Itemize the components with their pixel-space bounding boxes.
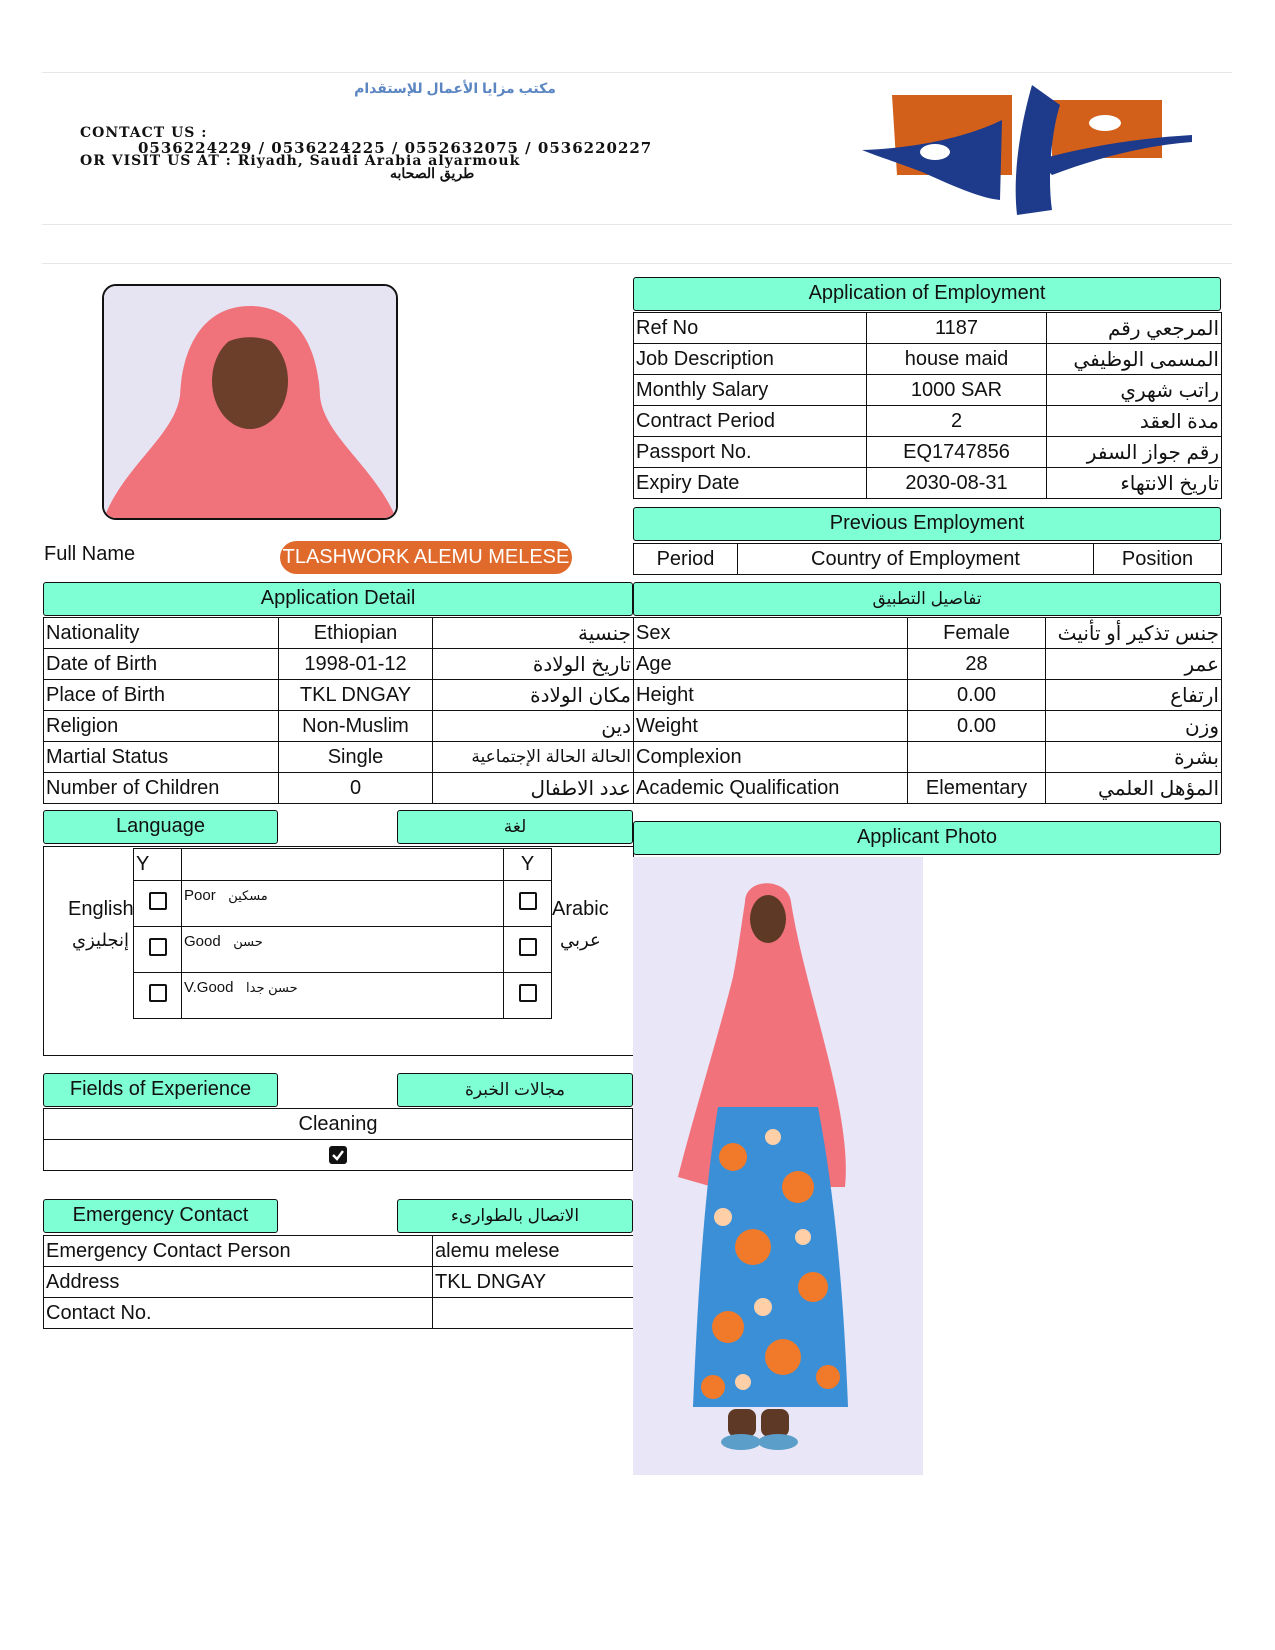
arabic-label: Arabic: [552, 898, 609, 920]
cell-value: EQ1747856: [867, 437, 1047, 468]
cell-arabic: جنس تذكير أو تأنيث: [1046, 618, 1222, 649]
table-row: [44, 1267, 634, 1298]
table-row: [44, 618, 634, 649]
table-row: [634, 437, 1222, 468]
cell-value: 2030-08-31: [867, 468, 1047, 499]
cell-label: Expiry Date: [634, 468, 867, 499]
section-rule: [42, 263, 1232, 264]
emergency-title: Emergency Contact: [43, 1199, 278, 1233]
cell-label: Contract Period: [634, 406, 867, 437]
experience-title-arabic: مجالات الخبرة: [397, 1073, 633, 1107]
cell-arabic: ارتفاع: [1046, 680, 1222, 711]
table-row: [634, 375, 1222, 406]
contact-phones: 0536224229 / 0536224225 / 0552632075 / 0536220227: [138, 139, 653, 157]
cell-arabic: مدة العقد: [1047, 406, 1222, 437]
full-name-value: TLASHWORK ALEMU MELESE: [280, 541, 572, 574]
table-row: [44, 649, 634, 680]
visit-address: OR VISIT US AT : Riyadh, Saudi Arabia alyarmouk: [80, 153, 521, 169]
application-detail-title-arabic: تفاصيل التطبيق: [633, 582, 1221, 616]
table-row: [44, 680, 634, 711]
experience-title: Fields of Experience: [43, 1073, 278, 1107]
language-header-blank: [182, 849, 504, 881]
arabic-good-checkbox[interactable]: [519, 938, 537, 956]
applicant-full-photo: [633, 857, 923, 1475]
table-row: [44, 1109, 633, 1140]
cell-arabic: الحالة الحالة الإجتماعية: [433, 742, 634, 773]
language-row-poor: [134, 881, 552, 927]
english-poor-checkbox[interactable]: [149, 892, 167, 910]
cell-arabic: المؤهل العلمي: [1046, 773, 1222, 804]
column-header-country: Country of Employment: [738, 544, 1094, 575]
cell-value: Elementary: [908, 773, 1046, 804]
table-row: [634, 406, 1222, 437]
cell-label: Age: [634, 649, 908, 680]
application-title: Application of Employment: [633, 277, 1221, 311]
english-y-header: Y: [134, 849, 182, 881]
cleaning-checkbox-checked-icon[interactable]: [329, 1146, 347, 1164]
english-good-checkbox[interactable]: [149, 938, 167, 956]
cell-label: Monthly Salary: [634, 375, 867, 406]
cell-value: TKL DNGAY: [279, 680, 433, 711]
table-row: [634, 313, 1222, 344]
cell-label: Contact No.: [44, 1298, 433, 1329]
level-cell: [182, 881, 504, 927]
experience-check-cell: [44, 1140, 633, 1171]
emergency-table: [43, 1235, 634, 1329]
table-row: [634, 468, 1222, 499]
table-row: [44, 1236, 634, 1267]
cell-label: Date of Birth: [44, 649, 279, 680]
experience-field-label: Cleaning: [44, 1109, 633, 1140]
person-portrait-icon: [104, 286, 396, 518]
english-good-cell: [134, 927, 182, 973]
office-arabic-name: مكتب مزايا الأعمال للإستقدام: [354, 80, 556, 96]
cell-label: Passport No.: [634, 437, 867, 468]
table-row: [634, 649, 1222, 680]
cell-label: Emergency Contact Person: [44, 1236, 433, 1267]
cell-value: 1187: [867, 313, 1047, 344]
header-top-rule: [42, 72, 1232, 73]
column-header-period: Period: [634, 544, 738, 575]
cell-arabic: بشرة: [1046, 742, 1222, 773]
language-table: [133, 848, 552, 1019]
cell-arabic: المسمى الوظيفي: [1047, 344, 1222, 375]
header-bottom-rule: [42, 224, 1232, 225]
table-row: [634, 711, 1222, 742]
contact-label: CONTACT US :: [80, 125, 208, 141]
cell-label: Height: [634, 680, 908, 711]
application-detail-title: Application Detail: [43, 582, 633, 616]
cell-label: Job Description: [634, 344, 867, 375]
cell-value: Single: [279, 742, 433, 773]
level-cell: [182, 973, 504, 1019]
english-vgood-cell: [134, 973, 182, 1019]
cell-label: Nationality: [44, 618, 279, 649]
cell-value: [908, 742, 1046, 773]
cell-label: Martial Status: [44, 742, 279, 773]
cell-arabic: دين: [433, 711, 634, 742]
table-row: [634, 618, 1222, 649]
previous-employment-table: [633, 543, 1222, 575]
level-label-ar: مسكين: [228, 888, 268, 903]
level-label-ar: حسن جدا: [246, 980, 298, 995]
person-full-body-icon: [633, 857, 923, 1475]
cell-arabic: مكان الولادة: [433, 680, 634, 711]
cell-value: Female: [908, 618, 1046, 649]
arabic-vgood-cell: [504, 973, 552, 1019]
detail-left-table: [43, 617, 634, 804]
cell-arabic: تاريخ الولادة: [433, 649, 634, 680]
cell-label: Academic Qualification: [634, 773, 908, 804]
arabic-poor-cell: [504, 881, 552, 927]
arabic-poor-checkbox[interactable]: [519, 892, 537, 910]
previous-employment-title: Previous Employment: [633, 507, 1221, 541]
cell-value: 1998-01-12: [279, 649, 433, 680]
emergency-title-arabic: الاتصال بالطوارىء: [397, 1199, 633, 1233]
arabic-good-cell: [504, 927, 552, 973]
cell-value: 0.00: [908, 711, 1046, 742]
cell-value: TKL DNGAY: [433, 1267, 634, 1298]
cell-label: Ref No: [634, 313, 867, 344]
cell-arabic: رقم جواز السفر: [1047, 437, 1222, 468]
language-row-good: [134, 927, 552, 973]
cell-value: 0.00: [908, 680, 1046, 711]
table-row: [44, 1298, 634, 1329]
portrait-photo: [102, 284, 398, 520]
language-header-row: [134, 849, 552, 881]
column-header-position: Position: [1094, 544, 1222, 575]
arabic-label-arabic: عربي: [560, 930, 601, 950]
level-label-en: Good: [184, 933, 221, 950]
cell-label: Weight: [634, 711, 908, 742]
level-label-en: Poor: [184, 887, 216, 904]
cell-value: house maid: [867, 344, 1047, 375]
table-row: [634, 680, 1222, 711]
english-poor-cell: [134, 881, 182, 927]
cell-value: 1000 SAR: [867, 375, 1047, 406]
full-name-label: Full Name: [44, 543, 136, 565]
cell-arabic: وزن: [1046, 711, 1222, 742]
cell-arabic: عدد الاطفال: [433, 773, 634, 804]
level-cell: [182, 927, 504, 973]
cell-value: 2: [867, 406, 1047, 437]
cell-label: Place of Birth: [44, 680, 279, 711]
cell-label: Sex: [634, 618, 908, 649]
table-row: [634, 344, 1222, 375]
cell-arabic: تاريخ الانتهاء: [1047, 468, 1222, 499]
language-title-arabic: لغة: [397, 810, 633, 844]
table-row: [44, 1140, 633, 1171]
table-row: [44, 711, 634, 742]
experience-table: [43, 1108, 633, 1171]
street-arabic: طريق الصحابه: [390, 166, 475, 182]
english-label: English: [68, 898, 134, 920]
english-vgood-checkbox[interactable]: [149, 984, 167, 1002]
language-title: Language: [43, 810, 278, 844]
cell-value: [433, 1298, 634, 1329]
english-label-arabic: إنجليزي: [72, 930, 130, 950]
level-label-ar: حسن: [233, 934, 263, 949]
application-table: [633, 312, 1222, 499]
cell-value: 0: [279, 773, 433, 804]
cell-arabic: راتب شهري: [1047, 375, 1222, 406]
cell-value: Non-Muslim: [279, 711, 433, 742]
arabic-vgood-checkbox[interactable]: [519, 984, 537, 1002]
cell-label: Number of Children: [44, 773, 279, 804]
level-label-en: V.Good: [184, 979, 234, 996]
table-row: [44, 773, 634, 804]
company-logo: [862, 80, 1212, 220]
cell-value: alemu melese: [433, 1236, 634, 1267]
cell-arabic: المرجعي رقم: [1047, 313, 1222, 344]
cell-arabic: جنسية: [433, 618, 634, 649]
applicant-photo-title: Applicant Photo: [633, 821, 1221, 855]
table-header-row: [634, 544, 1222, 575]
table-row: [634, 773, 1222, 804]
cell-arabic: عمر: [1046, 649, 1222, 680]
arabic-y-header: Y: [504, 849, 552, 881]
table-row: [44, 742, 634, 773]
cell-value: 28: [908, 649, 1046, 680]
cell-label: Complexion: [634, 742, 908, 773]
language-row-vgood: [134, 973, 552, 1019]
detail-right-table: [633, 617, 1222, 804]
cell-label: Address: [44, 1267, 433, 1298]
cell-value: Ethiopian: [279, 618, 433, 649]
table-row: [634, 742, 1222, 773]
cell-label: Religion: [44, 711, 279, 742]
